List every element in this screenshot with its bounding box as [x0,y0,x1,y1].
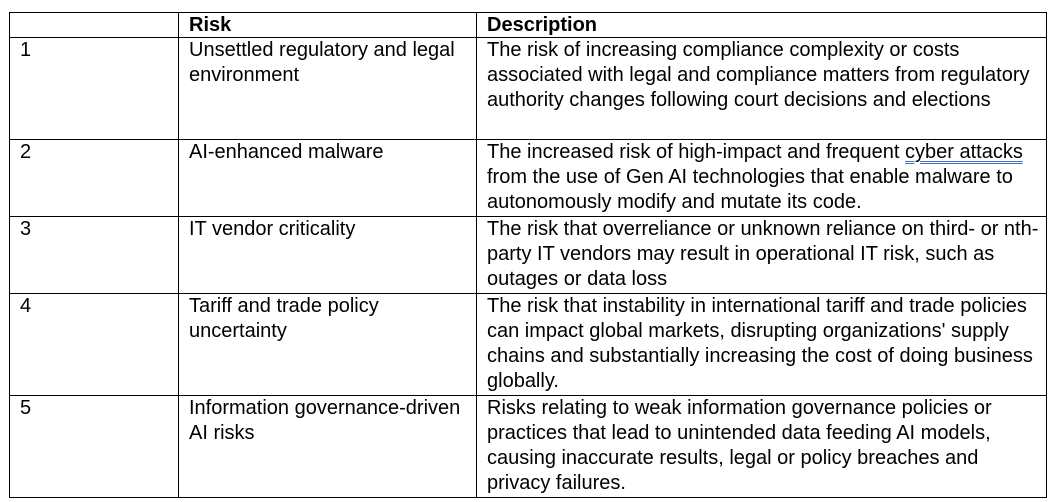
header-row [10,13,1047,38]
row-number: 4 [10,294,179,396]
row-risk: Information governance-driven AI risks [179,396,477,498]
table-row [10,38,1047,140]
row-risk: Unsettled regulatory and legal environment [179,38,477,140]
table-row [10,217,1047,294]
row-number: 2 [10,140,179,217]
row-description [477,140,1047,217]
row-description: The risk that overreliance or unknown reliance on third- or nth-party IT vendors may result in operational IT risk, such as outages or data loss [477,217,1047,294]
row-number: 5 [10,396,179,498]
header-description: Description [477,13,1047,38]
row-risk: Tariff and trade policy uncertainty [179,294,477,396]
row-number: 3 [10,217,179,294]
table-row [10,396,1047,498]
description-text: The increased risk of high-impact and frequent [487,141,905,163]
row-description: Risks relating to weak information governance policies or practices that lead to unintended data feeding AI models, causing inaccurate results, legal or policy breaches and privacy failures. [477,396,1047,498]
risk-table [9,12,1047,498]
spellcheck-flagged-text[interactable]: cyber attacks [905,141,1023,163]
table-row [10,294,1047,396]
description-text: from the use of Gen AI technologies that enable malware to autonomously modify and mutate its code. [487,166,1013,213]
row-risk: AI-enhanced malware [179,140,477,217]
header-risk: Risk [179,13,477,38]
row-description: The risk that instability in international tariff and trade policies can impact global markets, disrupting organizations' supply chains and substantially increasing the cost of doing business globally. [477,294,1047,396]
row-risk: IT vendor criticality [179,217,477,294]
table-row [10,140,1047,217]
row-description: The risk of increasing compliance complexity or costs associated with legal and compliance matters from regulatory authority changes following court decisions and elections [477,38,1047,140]
row-number: 1 [10,38,179,140]
header-number [10,13,179,38]
